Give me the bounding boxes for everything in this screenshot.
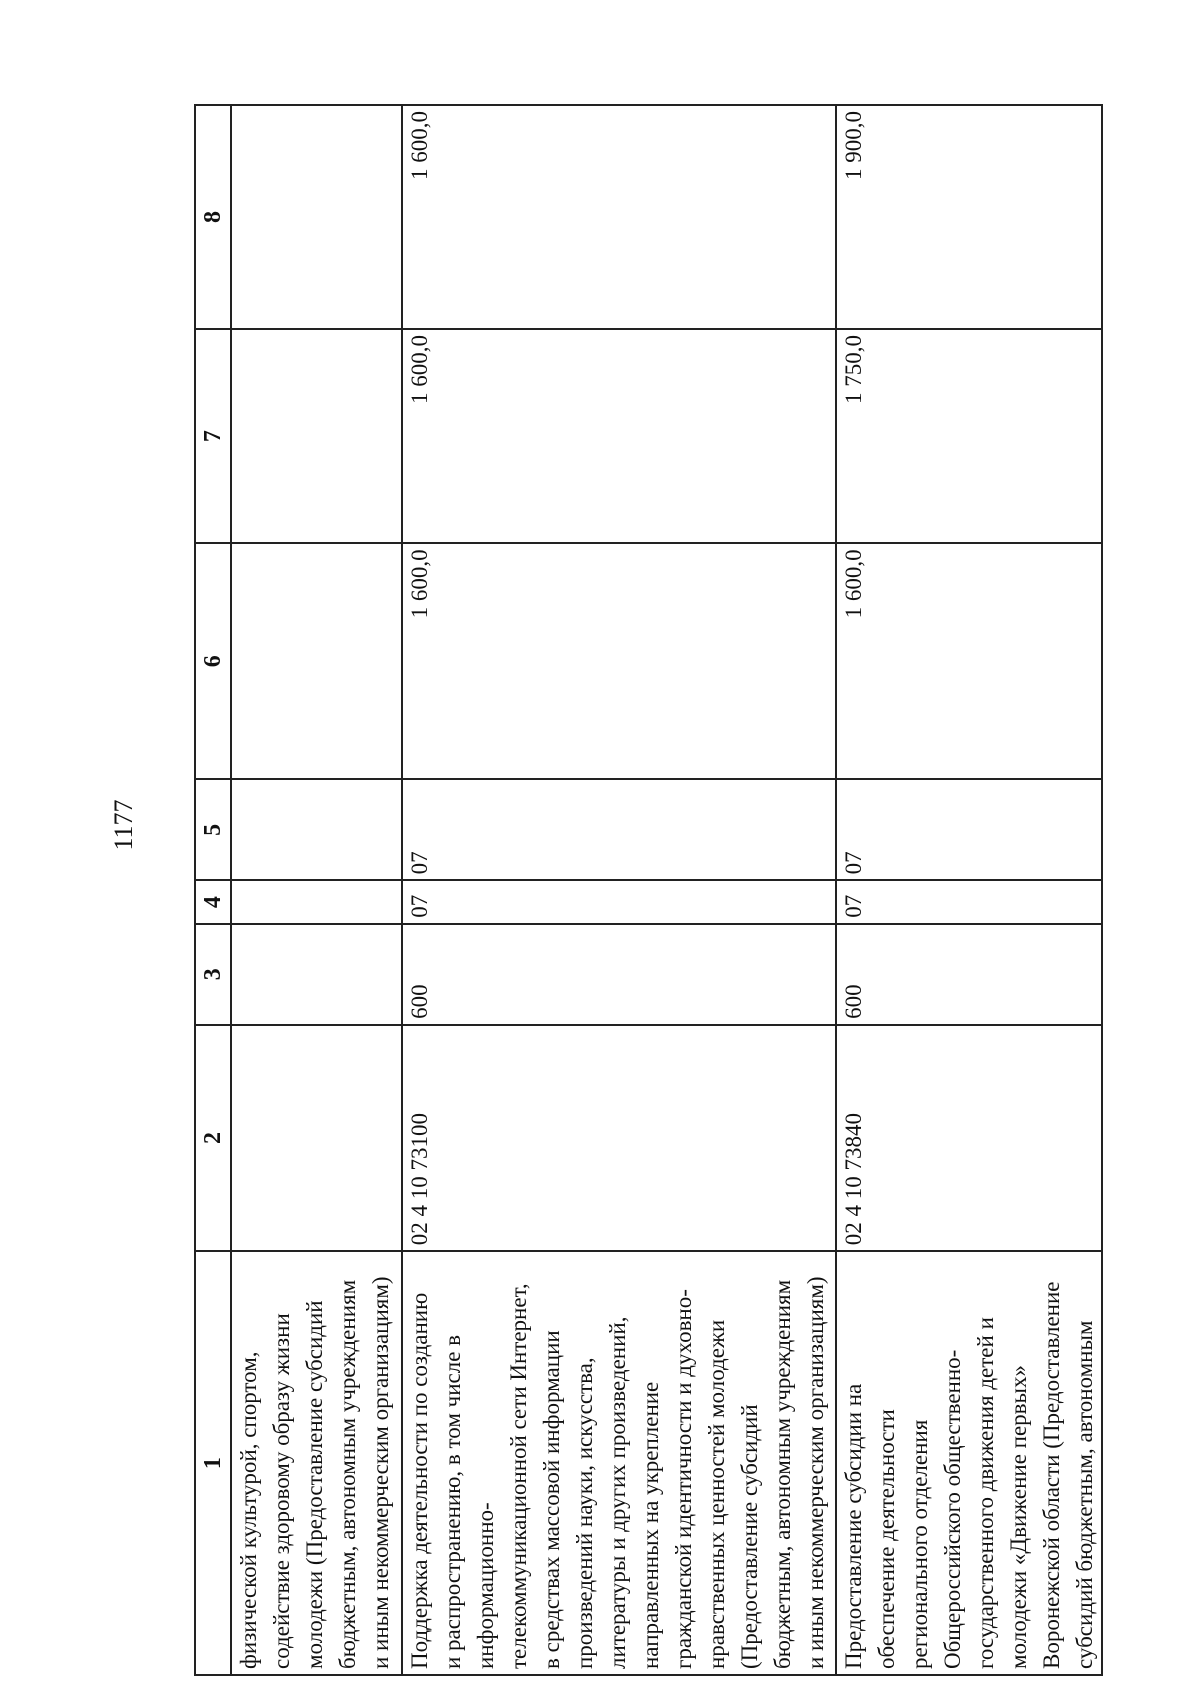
budget-table-container [194,104,1097,1676]
amount-col-8 [231,105,402,329]
subsection: 07 [836,779,1102,880]
expense-type [231,924,402,1025]
amount-col-6 [231,543,402,779]
description-line: Воронежской области (Предоставление [1039,1281,1064,1669]
description-line: (Предоставление субсидий [737,1404,762,1669]
expense-type: 600 [836,924,1102,1025]
description-line: обеспечение деятельности [874,1409,899,1669]
section: 07 [402,880,836,923]
description-line: произведений науки, искусства, [572,1357,597,1669]
target-code: 02 4 10 73840 [836,1025,1102,1251]
description-line: в средствах массовой информации [539,1330,564,1669]
column-header-8: 8 [195,105,231,329]
description-line: государственного движения детей и [973,1317,998,1669]
row-description [231,1251,402,1675]
amount-col-7: 1 600,0 [402,329,836,543]
description-line: Предоставление субсидии на [841,1383,866,1669]
column-header-1: 1 [195,1251,231,1675]
target-code [231,1025,402,1251]
column-header-4: 4 [195,880,231,923]
page-number: 1177 [109,799,138,851]
description-line: молодежи (Предоставление субсидий [302,1300,327,1669]
amount-col-7 [231,329,402,543]
amount-col-7: 1 750,0 [836,329,1102,543]
description-line: содействие здоровому образу жизни [269,1313,294,1669]
description-line: гражданской идентичности и духовно- [671,1289,696,1669]
description-line: информационно- [473,1502,498,1669]
target-code: 02 4 10 73100 [402,1025,836,1251]
table-row [836,105,1102,1675]
row-description [402,1251,836,1675]
description-line: молодежи «Движение первых» [1006,1365,1031,1669]
subsection: 07 [402,779,836,880]
column-header-3: 3 [195,924,231,1025]
subsection [231,779,402,880]
description-line: и иным некоммерческим организациям) [368,1276,393,1669]
table-row [231,105,402,1675]
description-line: физической культурой, спортом, [236,1351,261,1669]
description-line: телекоммуникационной сети Интернет, [506,1283,531,1669]
column-header-2: 2 [195,1025,231,1251]
amount-col-8: 1 600,0 [402,105,836,329]
section [231,880,402,923]
table-row [402,105,836,1675]
description-line: и распространению, в том числе в [440,1334,465,1669]
column-header-5: 5 [195,779,231,880]
amount-col-8: 1 900,0 [836,105,1102,329]
budget-table [194,104,1103,1676]
row-description [836,1251,1102,1675]
section: 07 [836,880,1102,923]
column-header-7: 7 [195,329,231,543]
header-row [195,105,231,1675]
description-line: Общероссийского общественно- [940,1349,965,1669]
description-line: нравственных ценностей молодежи [704,1319,729,1669]
expense-type: 600 [402,924,836,1025]
amount-col-6: 1 600,0 [836,543,1102,779]
column-header-6: 6 [195,543,231,779]
description-line: бюджетным, автономным учреждениям [770,1279,795,1669]
description-line: направленных на укрепление [638,1381,663,1669]
description-line: литературы и других произведений, [605,1316,630,1669]
amount-col-6: 1 600,0 [402,543,836,779]
description-line: и иным некоммерческим организациям) [803,1276,828,1669]
description-line: бюджетным, автономным учреждениям [335,1279,360,1669]
description-line: субсидий бюджетным, автономным [1072,1320,1097,1669]
description-line: регионального отделения [907,1419,932,1669]
description-line: Поддержка деятельности по созданию [407,1292,432,1669]
